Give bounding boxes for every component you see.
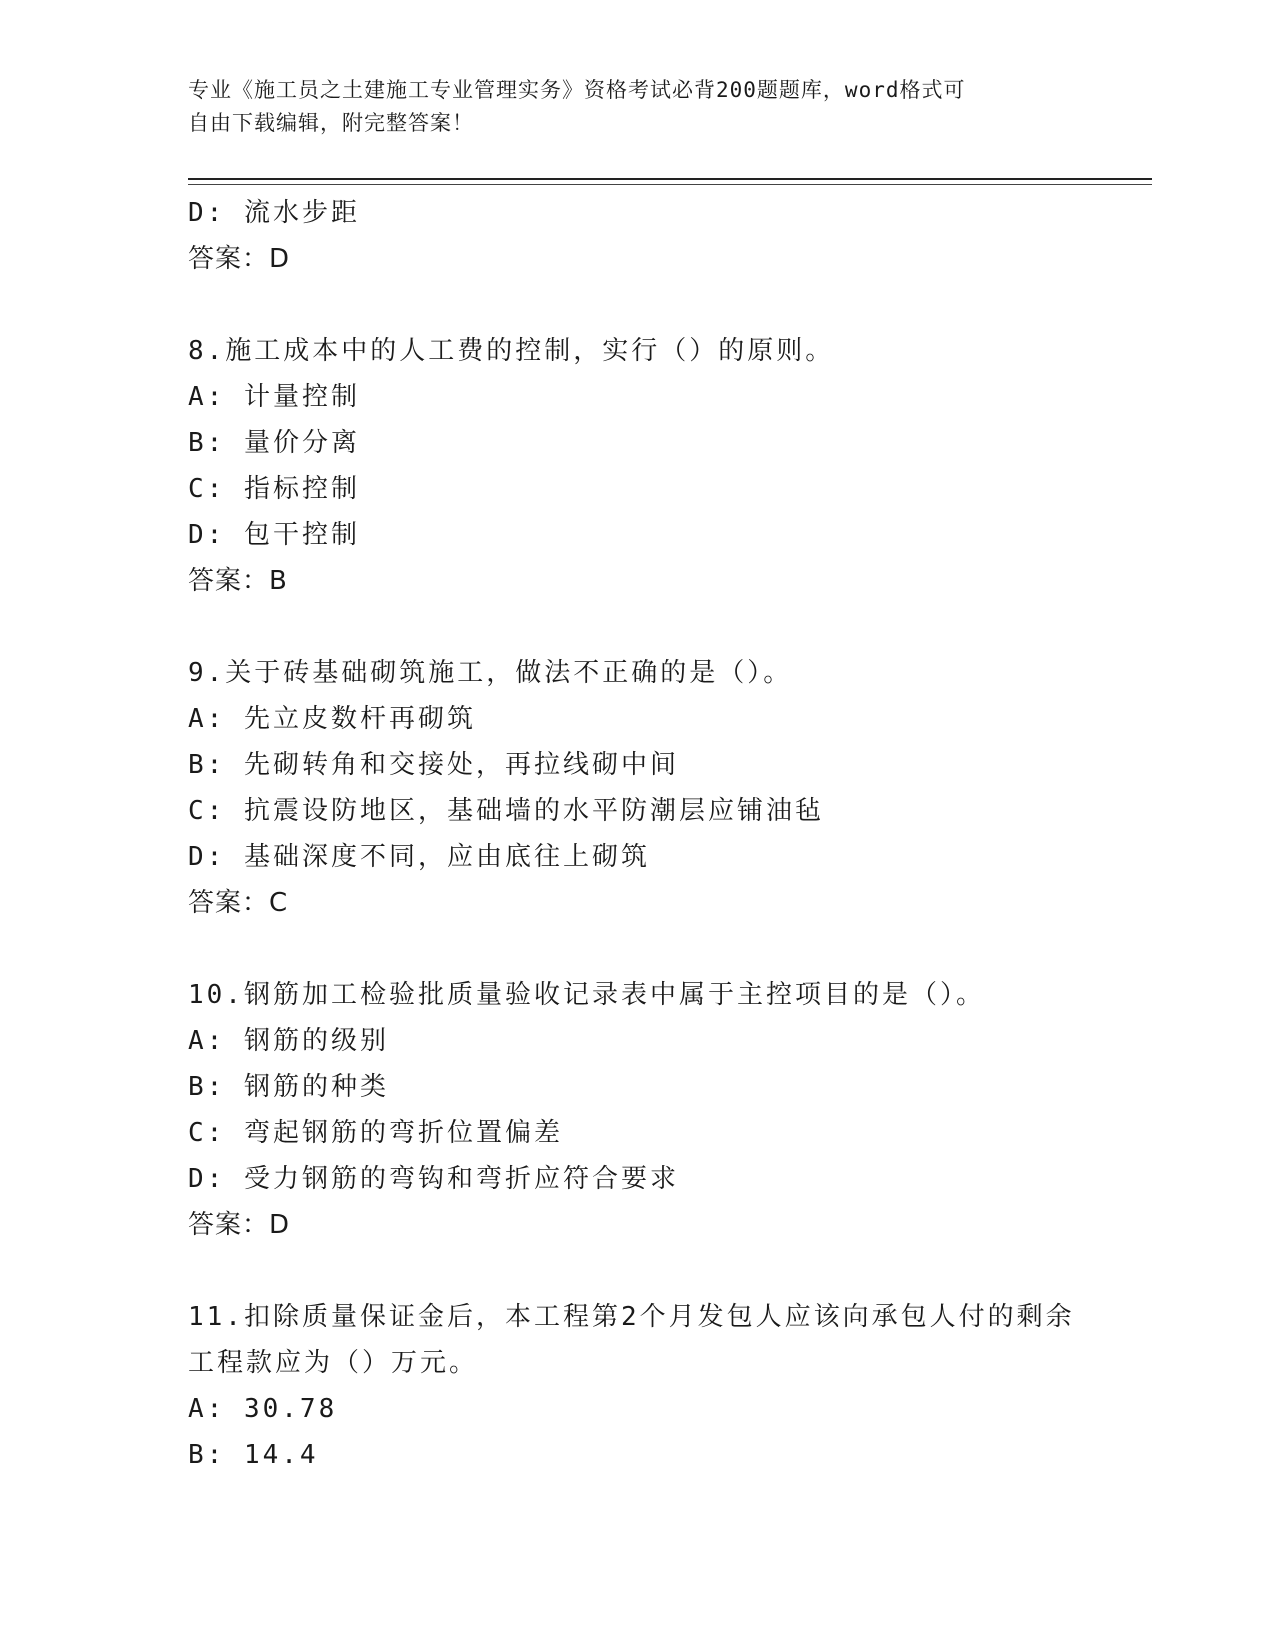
answer-line: 答案：B: [188, 566, 288, 596]
previous-question-tail: [188, 190, 1148, 282]
question-text-line-2: 工程款应为（）万元。: [188, 1348, 479, 1378]
option-b: B: 先砌转角和交接处，再拉线砌中间: [188, 750, 679, 780]
spacer: [188, 604, 1148, 650]
option-c: C: 弯起钢筋的弯折位置偏差: [188, 1118, 563, 1148]
question-list: [188, 190, 1148, 1478]
answer-line: 答案：D: [188, 1210, 291, 1240]
header-title-line-2: 自由下载编辑，附完整答案！: [188, 111, 474, 135]
spacer: [188, 926, 1148, 972]
option-a: A: 30.78: [188, 1394, 338, 1424]
question-9: [188, 650, 1148, 926]
option-c: C: 抗震设防地区，基础墙的水平防潮层应铺油毡: [188, 796, 824, 826]
option-a: A: 计量控制: [188, 382, 360, 412]
question-10: [188, 972, 1148, 1248]
option-a: A: 钢筋的级别: [188, 1026, 389, 1056]
option-b: B: 14.4: [188, 1440, 319, 1470]
option-d: D: 包干控制: [188, 520, 360, 550]
page-header: [188, 74, 1088, 140]
question-text: 9.关于砖基础砌筑施工，做法不正确的是（）。: [188, 658, 793, 688]
question-text-line-1: 11.扣除质量保证金后，本工程第2个月发包人应该向承包人付的剩余: [188, 1302, 1075, 1332]
option-d: D: 受力钢筋的弯钩和弯折应符合要求: [188, 1164, 679, 1194]
spacer: [188, 282, 1148, 328]
header-divider-thin: [188, 184, 1152, 185]
question-text: 8.施工成本中的人工费的控制，实行（）的原则。: [188, 336, 835, 366]
answer-line: 答案：D: [188, 244, 291, 274]
spacer: [188, 1248, 1148, 1294]
question-11: [188, 1294, 1148, 1478]
header-divider-thick: [188, 178, 1152, 180]
answer-line: 答案：C: [188, 888, 289, 918]
question-text: 10.钢筋加工检验批质量验收记录表中属于主控项目的是（）。: [188, 980, 985, 1010]
option-b: B: 量价分离: [188, 428, 360, 458]
option-b: B: 钢筋的种类: [188, 1072, 389, 1102]
option-d: D: 基础深度不同，应由底往上砌筑: [188, 842, 650, 872]
option-a: A: 先立皮数杆再砌筑: [188, 704, 476, 734]
header-title-line-1: 专业《施工员之土建施工专业管理实务》资格考试必背200题题库，word格式可: [188, 78, 966, 102]
option-c: C: 指标控制: [188, 474, 360, 504]
option-d: D: 流水步距: [188, 198, 360, 228]
question-8: [188, 328, 1148, 604]
